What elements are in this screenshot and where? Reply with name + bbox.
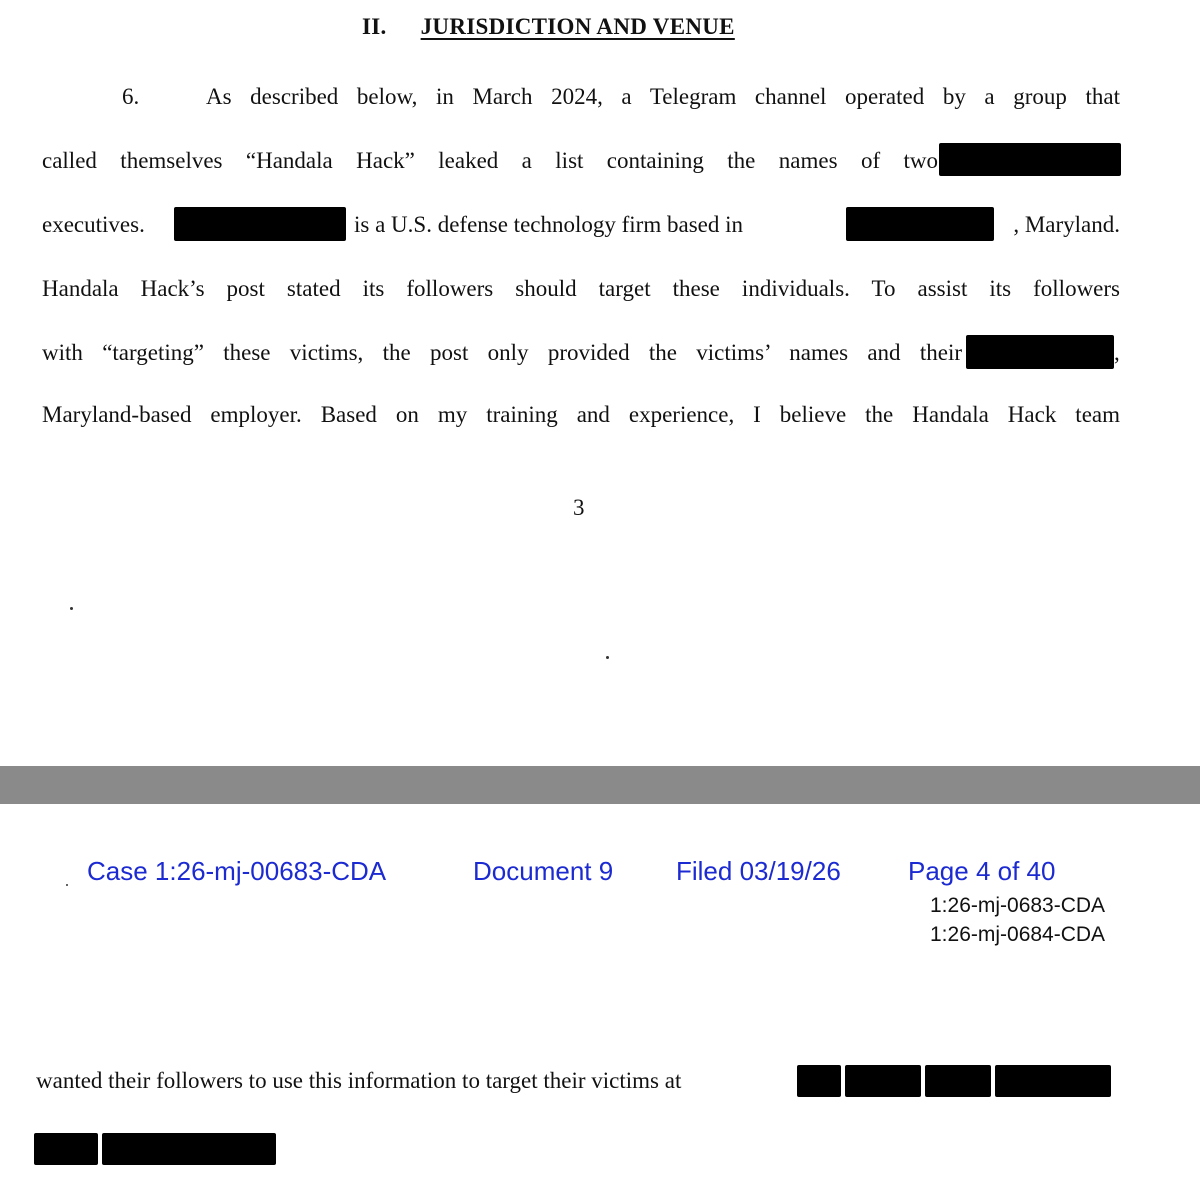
paragraph-line-3a: executives. bbox=[42, 212, 145, 237]
case-number-line-2: 1:26-mj-0684-CDA bbox=[930, 923, 1106, 946]
redaction-block bbox=[925, 1065, 991, 1097]
section-heading-title: JURISDICTION AND VENUE bbox=[420, 14, 735, 39]
paragraph-line-3b: is a U.S. defense technology firm based in bbox=[354, 212, 743, 237]
redaction-block bbox=[939, 143, 1121, 176]
redaction-block bbox=[34, 1133, 98, 1165]
paragraph-line-continued: wanted their followers to use this information to target their victims at bbox=[36, 1068, 682, 1093]
page-number: 3 bbox=[573, 495, 585, 520]
paragraph-line-3c: , Maryland. bbox=[1013, 212, 1120, 237]
paragraph-line-1: As described below, in March 2024, a Telegram channel operated by a group that bbox=[206, 84, 1120, 109]
document-number-stamp: Document 9 bbox=[473, 856, 614, 886]
paragraph-line-6: Maryland-based employer. Based on my training and experience, I believe the Handala Hack team bbox=[42, 402, 1120, 427]
redaction-block bbox=[797, 1065, 841, 1097]
redaction-block bbox=[102, 1133, 276, 1165]
redaction-block bbox=[174, 207, 346, 241]
case-number-stamp: Case 1:26-mj-00683-CDA bbox=[87, 856, 387, 886]
paragraph-line-5b: , bbox=[1114, 340, 1120, 365]
scan-speck bbox=[70, 607, 73, 610]
scan-speck bbox=[606, 656, 609, 659]
paragraph-line-2: called themselves “Handala Hack” leaked a list containing the names of two bbox=[42, 148, 938, 173]
filed-date-stamp: Filed 03/19/26 bbox=[676, 856, 841, 886]
page-count-stamp: Page 4 of 40 bbox=[908, 856, 1056, 886]
paragraph-line-4: Handala Hack’s post stated its followers should target these individuals. To assist its followers bbox=[42, 276, 1120, 301]
section-heading bbox=[362, 14, 735, 40]
redaction-block bbox=[845, 1065, 921, 1097]
redaction-block bbox=[995, 1065, 1111, 1097]
redaction-block bbox=[846, 207, 994, 241]
case-number-line-1: 1:26-mj-0683-CDA bbox=[930, 894, 1106, 917]
paragraph-line-5a: with “targeting” these victims, the post only provided the victims’ names and their bbox=[42, 340, 962, 365]
section-heading-number: II. bbox=[362, 14, 387, 39]
scan-speck bbox=[66, 884, 68, 886]
page-divider bbox=[0, 766, 1200, 804]
redaction-block bbox=[966, 335, 1114, 369]
paragraph-number: 6. bbox=[122, 84, 140, 109]
